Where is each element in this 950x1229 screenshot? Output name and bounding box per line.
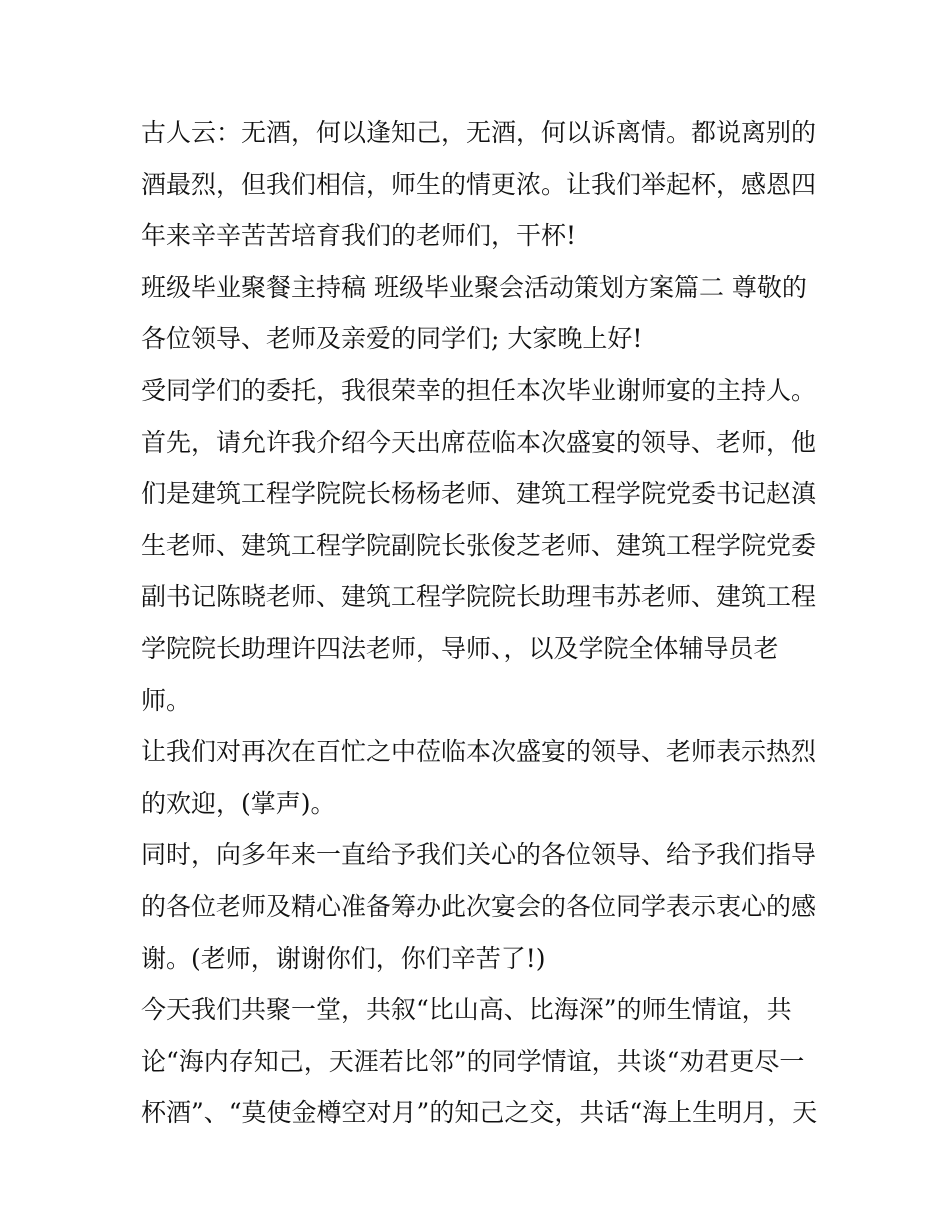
text-line: 生老师、建筑工程学院副院长张俊芝老师、建筑工程学院党委	[141, 530, 817, 560]
text-line: 今天我们共聚一堂，共叙“比山高、比海深”的师生情谊，共	[141, 995, 792, 1025]
text-line: 各位领导、老师及亲爱的同学们; 大家晚上好!	[141, 324, 643, 354]
text-line: 论“海内存知己，天涯若比邻”的同学情谊，共谈“劝君更尽一	[141, 1046, 805, 1076]
text-line: 杯酒”、“莫使金樽空对月”的知己之交，共话“海上生明月，天	[141, 1098, 818, 1128]
text-line: 学院院长助理许四法老师，导师、，以及学院全体辅导员老	[141, 633, 779, 663]
text-line: 师。	[141, 685, 192, 715]
text-line: 副书记陈晓老师、建筑工程学院院长助理韦苏老师、建筑工程	[141, 582, 817, 612]
document-body	[141, 107, 818, 1139]
text-line: 古人云：无酒，何以逢知己，无酒，何以诉离情。都说离别的	[141, 118, 817, 147]
text-line: 受同学们的委托，我很荣幸的担任本次毕业谢师宴的主持人。	[141, 375, 817, 405]
text-line: 谢。(老师，谢谢你们，你们辛苦了!)	[141, 943, 546, 973]
text-line: 们是建筑工程学院院长杨杨老师、建筑工程学院党委书记赵滇	[141, 479, 817, 509]
text-line: 年来辛辛苦苦培育我们的老师们，干杯!	[141, 221, 577, 251]
text-line: 首先，请允许我介绍今天出席莅临本次盛宴的领导、老师，他	[141, 427, 817, 457]
text-line: 让我们对再次在百忙之中莅临本次盛宴的领导、老师表示热烈	[141, 737, 817, 767]
text-line: 的欢迎，(掌声)。	[141, 788, 336, 818]
text-line: 的各位老师及精心准备筹办此次宴会的各位同学表示衷心的感	[141, 891, 817, 921]
text-line: 酒最烈，但我们相信，师生的情更浓。让我们举起杯，感恩四	[141, 169, 817, 199]
text-line: 班级毕业聚餐主持稿 班级毕业聚会活动策划方案篇二 尊敬的	[141, 272, 807, 302]
text-line: 同时，向多年来一直给予我们关心的各位领导、给予我们指导	[141, 840, 817, 870]
